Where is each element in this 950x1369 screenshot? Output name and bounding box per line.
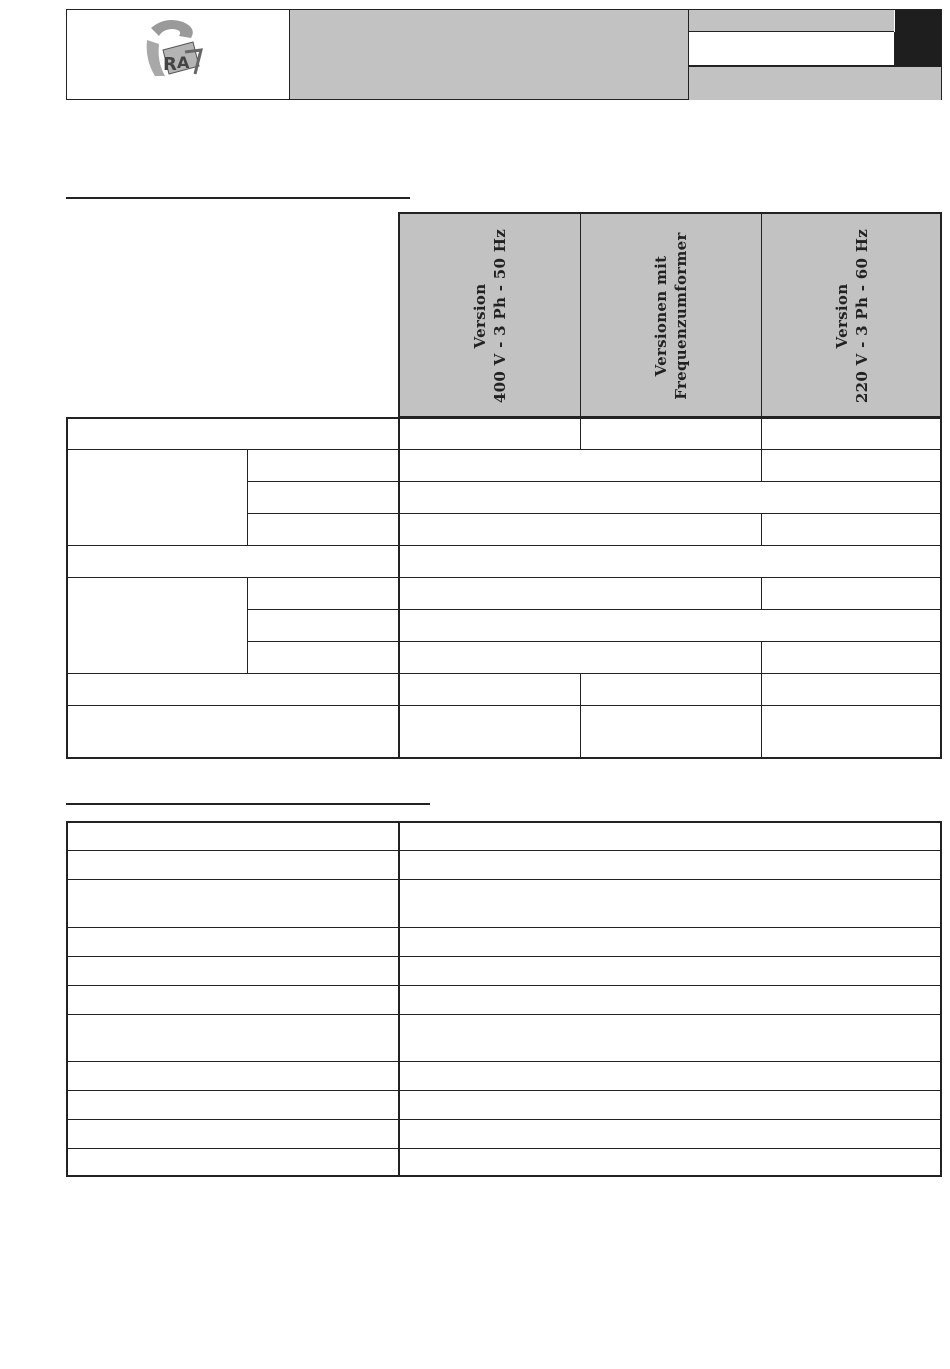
table2-row-value [399,1090,942,1120]
document-header [66,9,942,100]
table-sub-label [247,513,400,546]
table-sub-label [247,449,400,482]
table2-row-label [66,1090,400,1120]
table-cell [761,513,942,546]
table-sub-label [247,481,400,514]
column-header-frequency: Versionen mit Frequenzumformer [580,213,762,418]
table2-row-value [399,879,942,928]
table-cell [399,609,942,642]
section-2-rule [66,803,430,805]
table-row-label [66,705,400,759]
table2-row-label [66,821,400,851]
header-meta-row-3 [689,66,941,100]
table2-row-value [399,985,942,1015]
svg-text:A: A [177,53,190,72]
header-meta-row-1 [689,10,894,32]
table-cell [399,449,762,482]
table-cell [580,705,762,759]
table-cell [761,641,942,674]
table2-row-value [399,821,942,851]
table2-row-value [399,956,942,986]
header-meta-row-2 [689,32,895,66]
table-cell [399,641,762,674]
table2-row-value [399,850,942,880]
header-title-field [290,10,689,99]
table-cell [399,673,581,706]
logo-text: R [163,54,177,75]
table2-row-label [66,879,400,928]
table-cell [761,449,942,482]
logo-panel [67,10,290,99]
table-cell [399,417,581,450]
table2-row-label [66,956,400,986]
header-meta [689,10,941,99]
table-sub-label [247,609,400,642]
table-group-label [66,449,248,546]
table-cell [399,577,762,610]
header-dark-block [895,10,941,66]
table-cell [399,705,581,759]
table2-row-value [399,1119,942,1149]
table-cell [580,673,762,706]
table-cell [399,545,942,578]
column-header-400v: Version 400 V - 3 Ph - 50 Hz [399,213,581,418]
table2-row-label [66,1014,400,1062]
table2-row-label [66,1061,400,1091]
table2-row-label [66,1148,400,1177]
table-row-label [66,673,400,706]
table2-row-value [399,927,942,957]
table-sub-label [247,577,400,610]
company-logo [67,10,289,99]
table2-row-value [399,1148,942,1177]
table2-row-label [66,927,400,957]
table-row-label [66,545,400,578]
table-cell [580,417,762,450]
table-group-label [66,577,248,674]
table-cell [761,673,942,706]
table-cell [761,577,942,610]
table2-row-value [399,1014,942,1062]
column-header-220v: Version 220 V - 3 Ph - 60 Hz [761,213,942,418]
table-cell [761,705,942,759]
table-cell [399,513,762,546]
table-cell [399,481,942,514]
table-sub-label [247,641,400,674]
table2-row-value [399,1061,942,1091]
table-row-label [66,417,400,450]
table2-row-label [66,850,400,880]
table2-row-label [66,1119,400,1149]
table-cell [761,417,942,450]
section-1-rule [66,197,410,199]
table2-row-label [66,985,400,1015]
